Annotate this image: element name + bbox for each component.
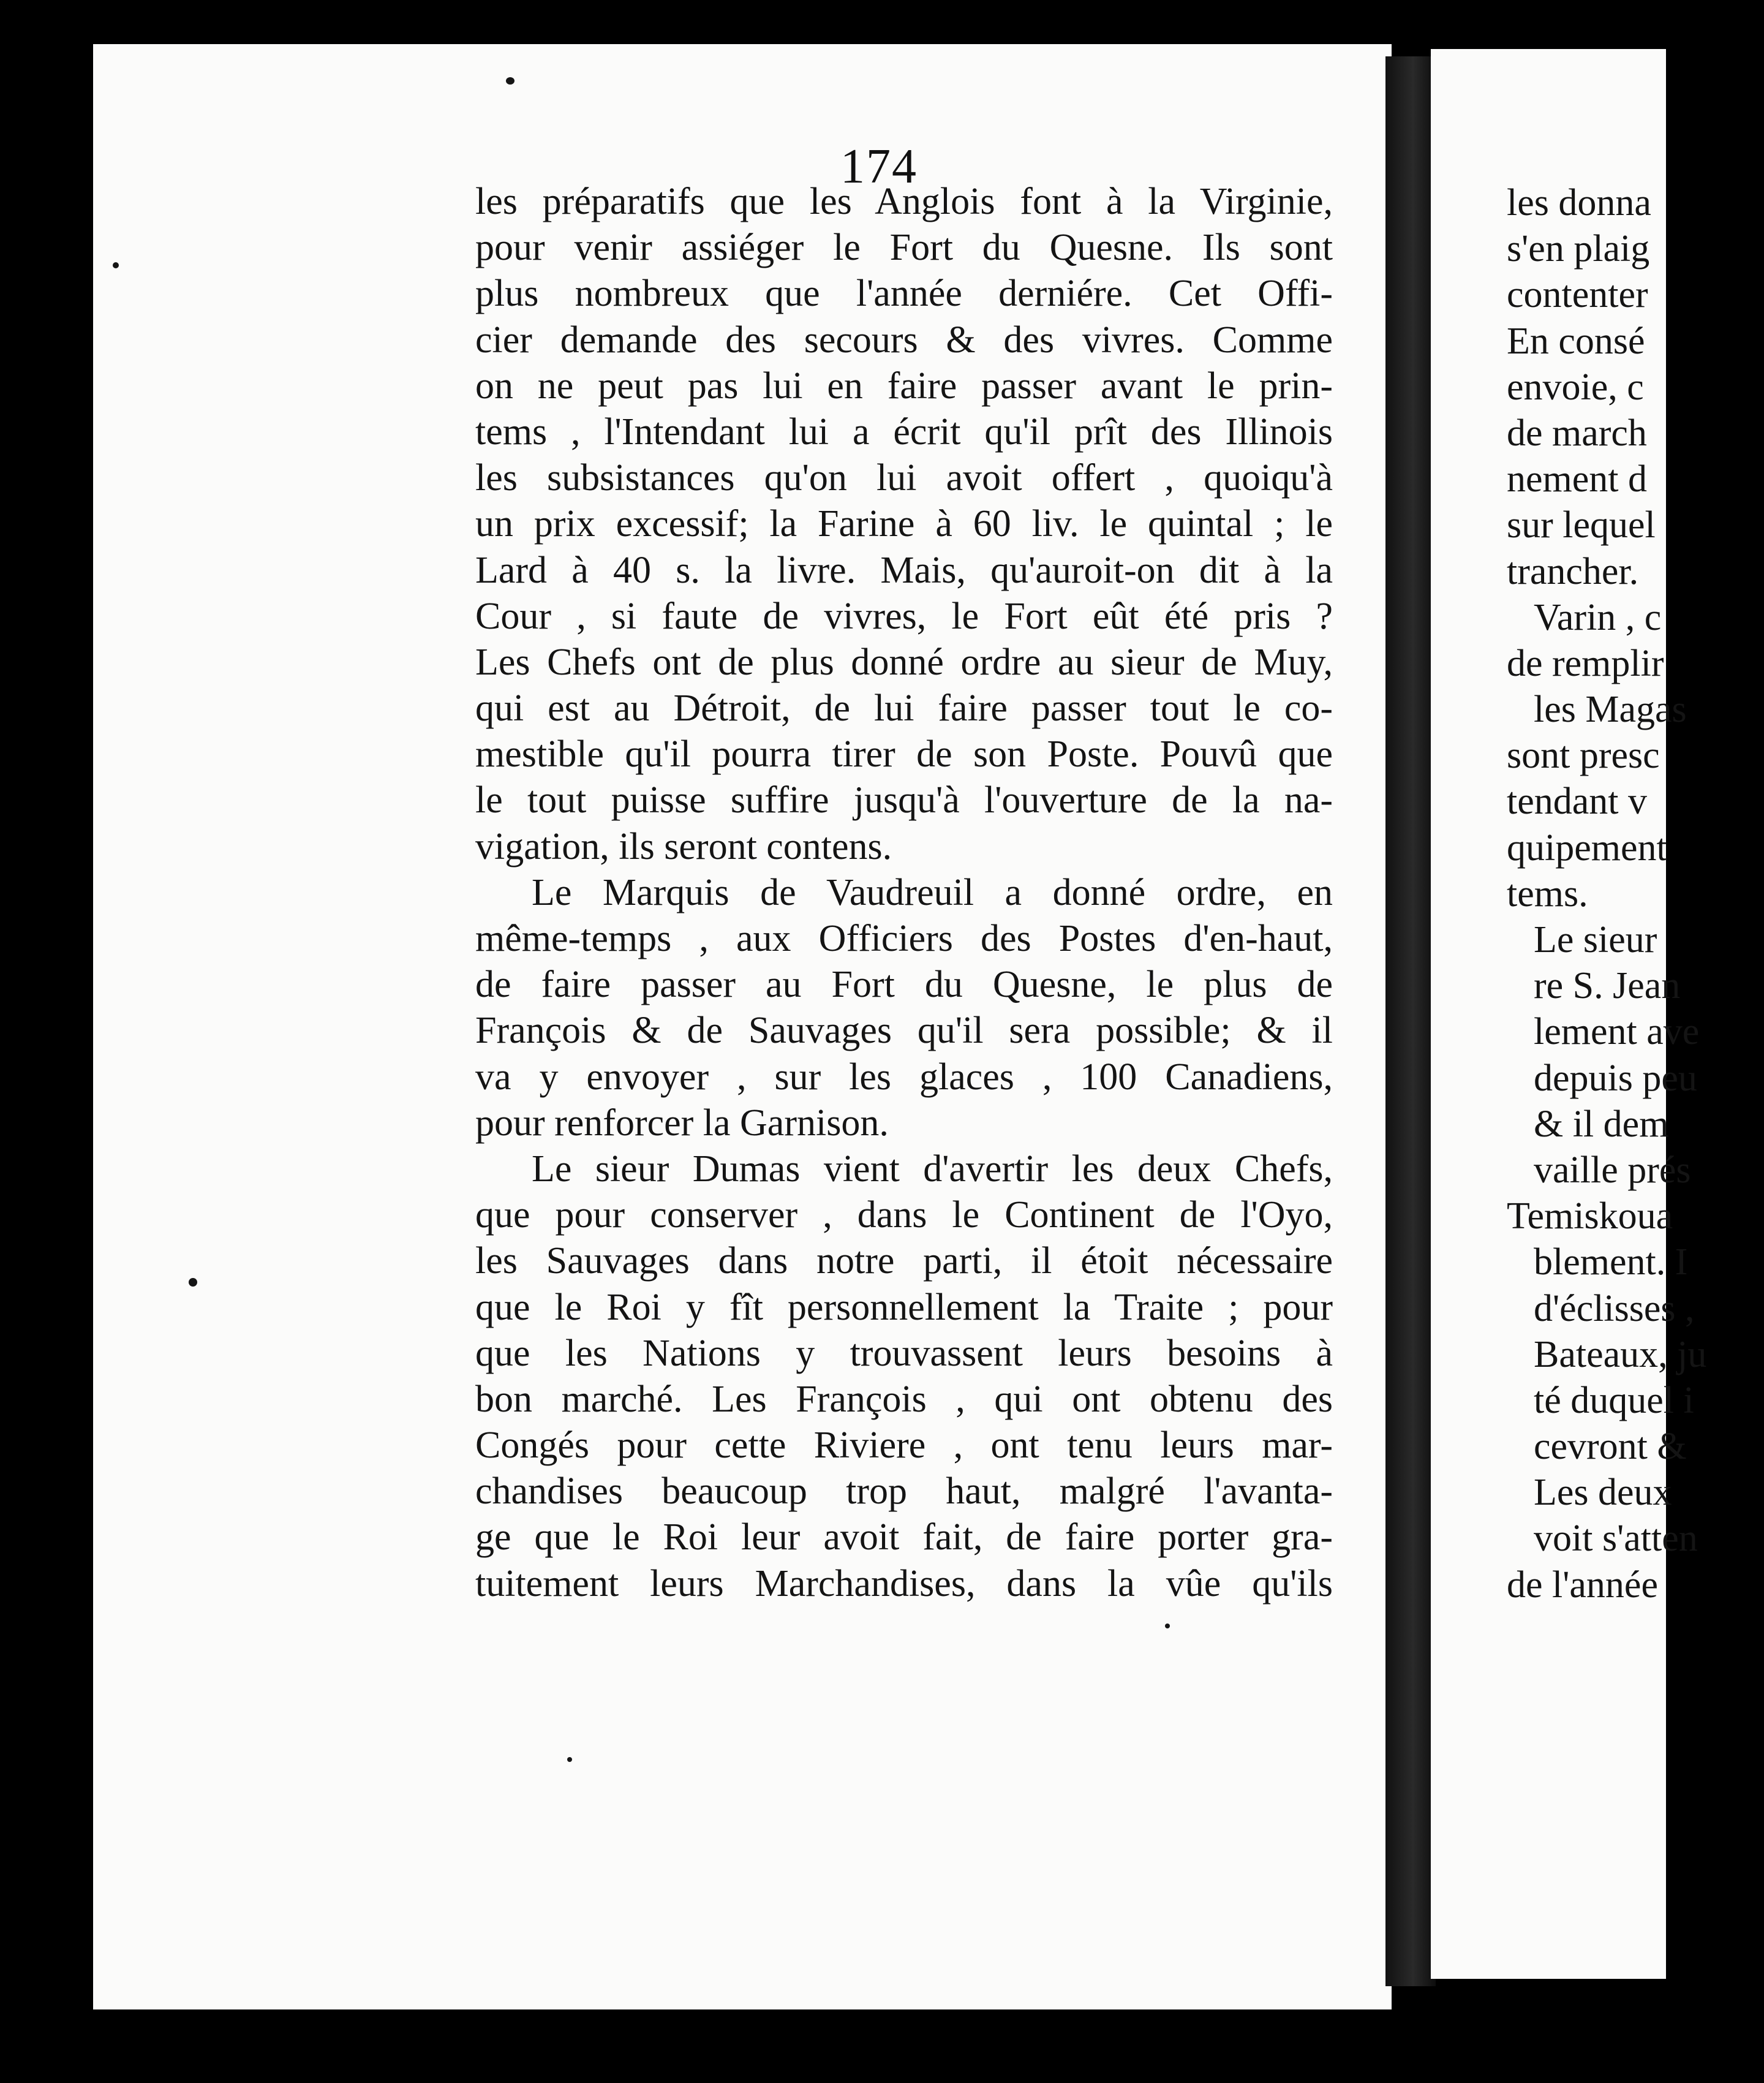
text-line: Les Chefs ont de plus donné ordre au sieur de Muy, (475, 641, 1333, 683)
text-line: que le Roi y fît personnellement la Traite ; pour (475, 1286, 1333, 1328)
text-line: tems , l'Intendant lui a écrit qu'il prît des Illinois (475, 410, 1333, 453)
text-line: même-temps , aux Officiers des Postes d'en-haut, (475, 918, 1333, 959)
text-line: cier demande des secours & des vivres. Comme (475, 319, 1333, 361)
text-line: Varin , c (1534, 596, 1662, 638)
scan-speck (506, 77, 514, 85)
text-line: les Magas (1534, 689, 1687, 731)
scan-speck (113, 262, 119, 268)
text-line: Congés pour cette Riviere , ont tenu leurs mar- (475, 1424, 1333, 1467)
text-line: François & de Sauvages qu'il sera possible; & il (475, 1010, 1333, 1052)
text-line: lement ave (1534, 1011, 1700, 1053)
text-line: que pour conserver , dans le Continent de l'Oyo, (475, 1194, 1333, 1236)
paragraph-start-line: Le sieur Dumas vient d'avertir les deux Chefs, (532, 1147, 1333, 1190)
text-line: pour venir assiéger le Fort du Quesne. Ils sont (475, 227, 1333, 269)
text-line: Cour , si faute de vivres, le Fort eût été pris ? (475, 595, 1333, 637)
text-line: on ne peut pas lui en faire passer avant le prin- (475, 365, 1333, 407)
text-line: tuitement leurs Marchandises, dans la vûe qu'ils (475, 1562, 1333, 1605)
text-line: vaille prés (1534, 1149, 1691, 1191)
text-line: En consé (1507, 320, 1645, 362)
text-line: cevront & (1534, 1426, 1687, 1468)
text-line: blement. I (1534, 1241, 1688, 1283)
text-line: va y envoyer , sur les glaces , 100 Canadiens, (475, 1056, 1333, 1098)
paragraph-start-line: Le Marquis de Vaudreuil a donné ordre, en (532, 871, 1333, 913)
text-line: pour renforcer la Garnison. (475, 1102, 889, 1144)
text-line: nement d (1507, 458, 1647, 501)
text-line: & il dem (1534, 1103, 1669, 1145)
text-line: envoie, c (1507, 366, 1644, 408)
text-line: les préparatifs que les Anglois font à la Virginie, (475, 181, 1333, 222)
text-line: les donna (1507, 182, 1651, 224)
scan-speck (189, 1278, 197, 1287)
text-line: trancher. (1507, 550, 1639, 592)
right-page (1431, 49, 1707, 1979)
scan-speck (1165, 1624, 1170, 1628)
text-line: voit s'atten (1534, 1518, 1698, 1560)
text-line: tems. (1507, 872, 1588, 915)
text-line: chandises beaucoup trop haut, malgré l'avanta- (475, 1470, 1333, 1513)
right-page-text (1507, 180, 1764, 1608)
text-line: tendant v (1507, 781, 1647, 823)
book-gutter (1385, 56, 1436, 1986)
page-number: 174 (840, 140, 918, 194)
text-line: mestible qu'il pourra tirer de son Poste. Pouvû que (475, 733, 1333, 776)
text-line: sont presc (1507, 735, 1660, 777)
text-line: Bateaux, ju (1534, 1333, 1707, 1375)
text-line: le tout puisse suffire jusqu'à l'ouverture de la na- (475, 779, 1333, 822)
text-line: quipement (1507, 826, 1667, 869)
text-line: vigation, ils seront contens. (475, 825, 892, 868)
text-line: les Sauvages dans notre parti, il étoit nécessaire (475, 1240, 1333, 1282)
text-line: sur lequel (1507, 504, 1656, 546)
text-line: que les Nations y trouvassent leurs besoins à (475, 1332, 1333, 1374)
text-line: s'en plaig (1507, 228, 1650, 270)
text-line: bon marché. Les François , qui ont obtenu des (475, 1378, 1333, 1420)
text-line: d'éclisses , (1534, 1287, 1695, 1329)
text-line: de remplir (1507, 642, 1664, 684)
text-line: de faire passer au Fort du Quesne, le plus de (475, 964, 1333, 1006)
text-line: contenter (1507, 274, 1648, 316)
text-line: depuis peu (1534, 1057, 1697, 1099)
text-line: de march (1507, 412, 1647, 454)
text-line: re S. Jean (1534, 965, 1681, 1007)
text-line: de l'année (1507, 1563, 1658, 1606)
text-line: Lard à 40 s. la livre. Mais, qu'auroit-on dit à la (475, 549, 1333, 591)
text-line: Les deux (1534, 1472, 1672, 1514)
text-line: plus nombreux que l'année derniére. Cet Offi- (475, 273, 1333, 315)
text-line: Temiskoua (1507, 1195, 1673, 1238)
text-line: té duquel i (1534, 1379, 1694, 1421)
text-line: ge que le Roi leur avoit fait, de faire porter gra- (475, 1516, 1333, 1559)
left-page-text (475, 179, 1333, 1607)
text-line: les subsistances qu'on lui avoit offert , quoiqu'à (475, 457, 1333, 499)
text-line: un prix excessif; la Farine à 60 liv. le quintal ; le (475, 503, 1333, 545)
text-line: Le sieur (1534, 919, 1657, 961)
scan-speck (567, 1757, 572, 1762)
text-line: qui est au Détroit, de lui faire passer tout le co- (475, 687, 1333, 730)
